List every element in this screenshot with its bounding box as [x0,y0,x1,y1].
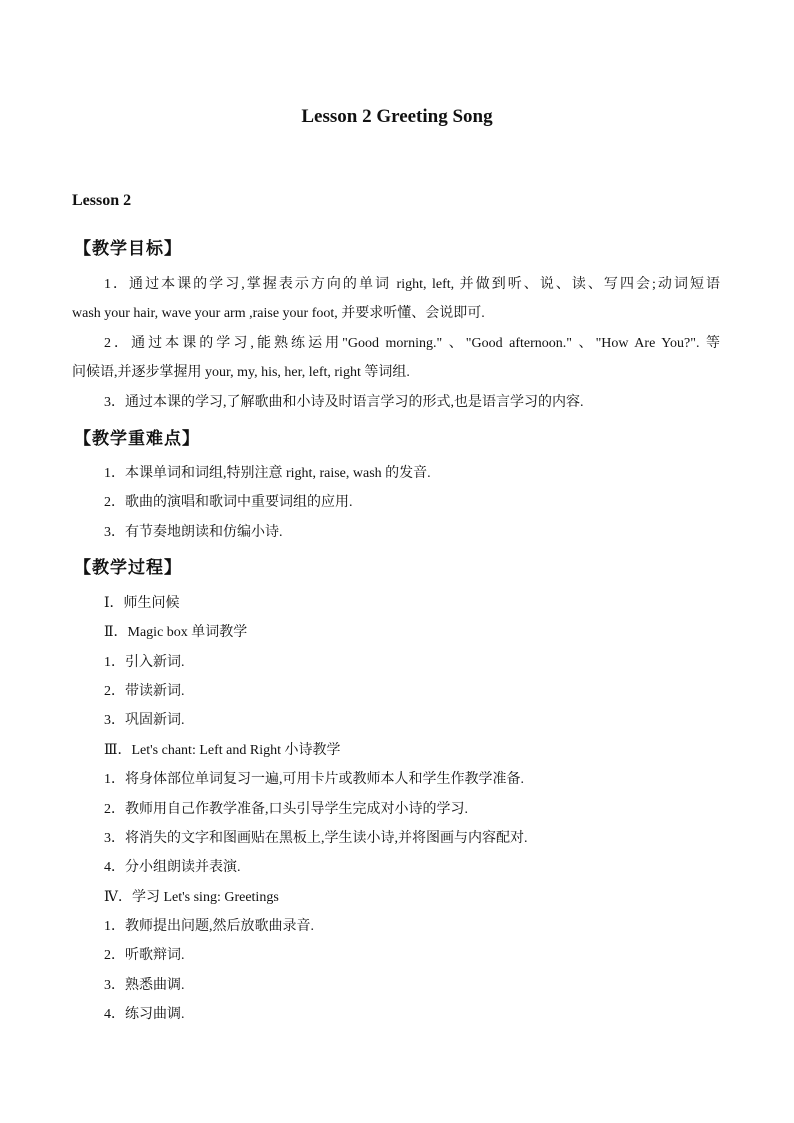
process-line: Ⅲ．Let's chant: Left and Right 小诗教学 [104,743,341,758]
process-line: 2．教师用自己作教学准备,口头引导学生完成对小诗的学习. [104,802,468,817]
key-points-line: 2．歌曲的演唱和歌词中重要词组的应用. [104,495,353,510]
process-line: Ⅰ．师生问候 [104,596,180,611]
process-line: 1．将身体部位单词复习一遍,可用卡片或教师本人和学生作教学准备. [104,772,524,787]
process-line: 1．教师提出问题,然后放歌曲录音. [104,919,314,934]
process-line: 4．练习曲调. [104,1007,185,1022]
process-line: 4．分小组朗读并表演. [104,860,241,875]
process-line: 2．听歌辩词. [104,948,185,963]
goals-line: wash your hair, wave your arm ,raise your foot, 并要求听懂、会说即可. [72,306,485,321]
lesson-label: Lesson 2 [72,192,132,209]
process-line: 2．带读新词. [104,684,185,699]
goals-line: 2．通过本课的学习,能熟练运用"Good morning." 、"Good afternoon." 、"How Are You?". 等 [104,336,720,351]
goals-line: 3．通过本课的学习,了解歌曲和小诗及时语言学习的形式,也是语言学习的内容. [104,395,584,410]
process-line: Ⅱ．Magic box 单词教学 [104,625,248,640]
process-line: 3．巩固新词. [104,713,185,728]
document-title: Lesson 2 Greeting Song [301,106,493,127]
process-line: Ⅳ．学习 Let's sing: Greetings [104,890,279,905]
goals-line: 问候语,并逐步掌握用 your, my, his, her, left, right 等词组. [72,365,410,380]
process-line: 1．引入新词. [104,655,185,670]
process-line: 3．将消失的文字和图画贴在黑板上,学生读小诗,并将图画与内容配对. [104,831,528,846]
goals-line: 1．通过本课的学习,掌握表示方向的单词 right, left, 并做到听、说、读、写四会;动词短语 [104,277,720,292]
process-heading: 【教学过程】 [74,558,182,578]
process-line: 3．熟悉曲调. [104,978,185,993]
key-points-line: 1．本课单词和词组,特别注意 right, raise, wash 的发音. [104,466,431,481]
goals-heading: 【教学目标】 [74,239,182,259]
key-points-line: 3．有节奏地朗读和仿编小诗. [104,525,283,540]
key-points-heading: 【教学重难点】 [74,429,200,449]
